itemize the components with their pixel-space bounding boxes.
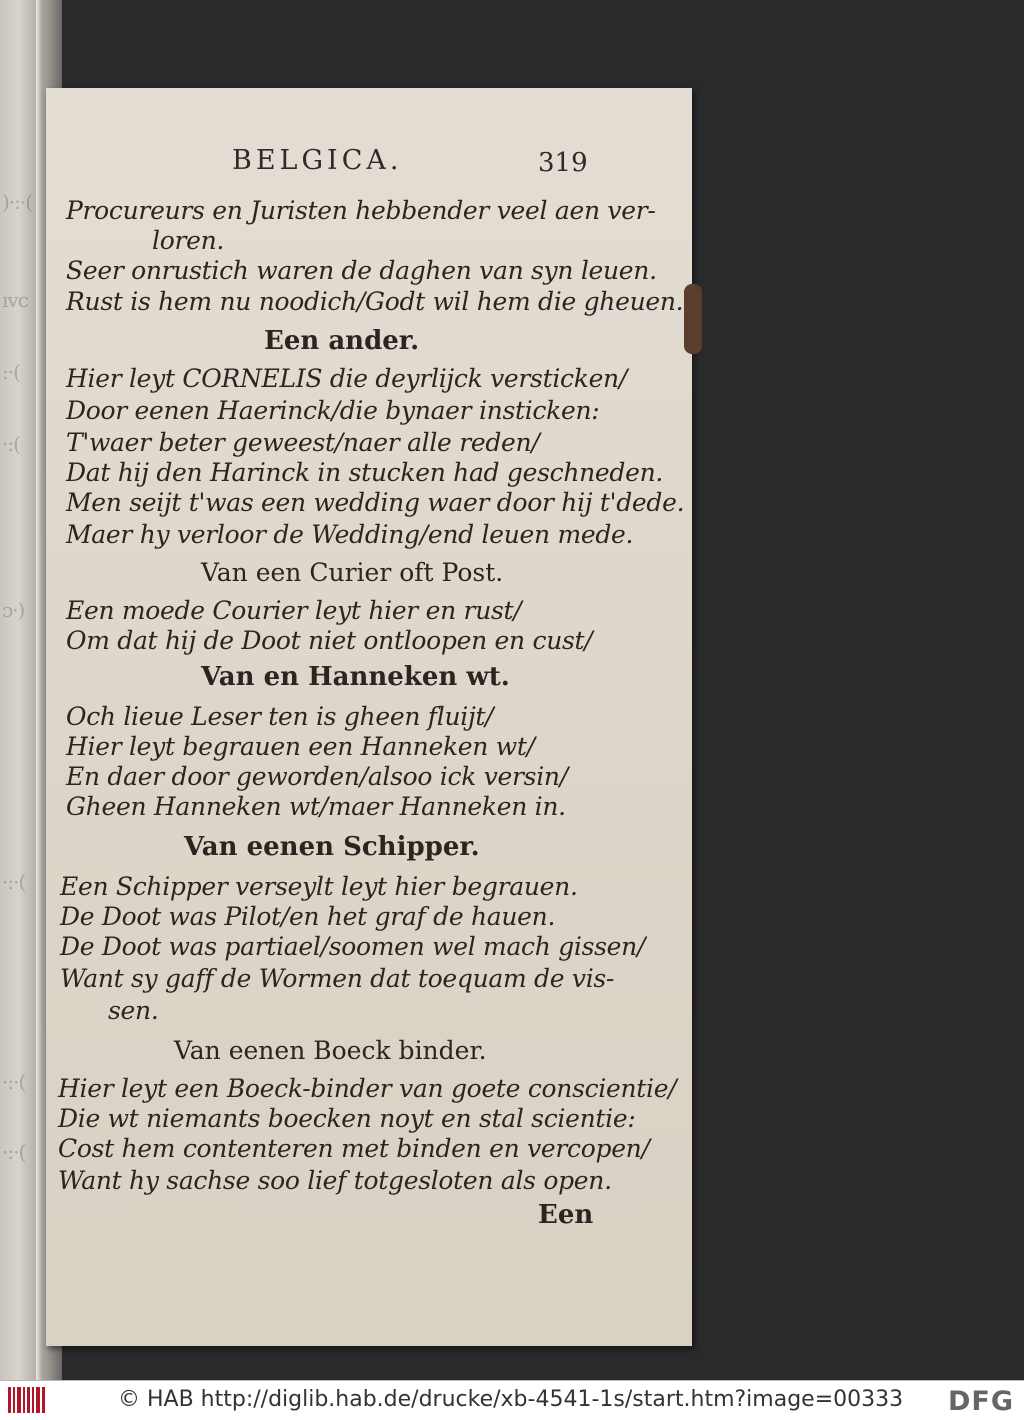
page-stain [684,284,702,354]
verse-line: De Doot was Pilot/en het graf de hauen. [60,902,556,931]
stanza-title: Van een Curier oft Post. [201,558,504,587]
hab-barcode-icon [8,1387,48,1413]
verse-line: Want hy sachse soo lief totgesloten als open. [58,1166,612,1195]
scanned-page [46,88,692,1346]
page-number: 319 [538,148,588,178]
verse-line: Die wt niemants boecken noyt en stal scientie: [58,1104,636,1133]
verse-line: Procureurs en Juristen hebbender veel aen ver- [66,196,656,225]
footer-bar [0,1380,1024,1420]
book-spine [36,0,42,1380]
verse-line: Door eenen Haerinck/die bynaer insticken: [66,396,600,425]
verse-line: Hier leyt een Boeck-binder van goete conscientie/ [58,1074,677,1103]
stanza-title: Van eenen Boeck binder. [174,1036,487,1065]
verse-line: Hier leyt begrauen een Hanneken wt/ [66,732,535,761]
stanza-title: Van eenen Schipper. [184,832,480,862]
verse-line: Seer onrustich waren de daghen van syn leuen. [66,256,657,285]
verse-line: Een Schipper verseylt leyt hier begrauen. [60,872,578,901]
verse-line: Hier leyt CORNELIS die deyrlijck versticken/ [66,364,627,393]
stanza-title: Van en Hanneken wt. [201,662,510,692]
verse-line: Maer hy verloor de Wedding/end leuen mede. [66,520,634,549]
verse-line: De Doot was partiael/soomen wel mach gissen/ [60,932,646,961]
adjacent-page-edge: )·:·( ıvc :·( ·:( ɔ·) ·:·( ·:·( ·:·( [0,0,62,1380]
verse-line: Cost hem contenteren met binden en vercopen/ [58,1134,650,1163]
verse-line: Och lieue Leser ten is gheen fluijt/ [66,702,494,731]
source-link[interactable]: © HAB http://diglib.hab.de/drucke/xb-4541-1s/start.htm?image=00333 [118,1387,904,1412]
stanza-title: Een ander. [264,326,420,356]
verse-line: Een moede Courier leyt hier en rust/ [66,596,522,625]
verse-line: loren. [152,226,225,255]
verse-line: Dat hij den Harinck in stucken had geschneden. [66,458,664,487]
verse-line: Om dat hij de Doot niet ontloopen en cust/ [66,626,593,655]
running-head: BELGICA. [232,145,403,176]
dfg-logo: DFG [947,1386,1014,1417]
verse-line: Rust is hem nu noodich/Godt wil hem die gheuen. [66,287,684,316]
verse-line: Men seijt t'was een wedding waer door hij t'dede. [66,488,685,517]
verse-line: Want sy gaff de Wormen dat toequam de vis- [60,964,615,993]
verse-line: En daer door geworden/alsoo ick versin/ [66,762,568,791]
verse-line: Gheen Hanneken wt/maer Hanneken in. [66,792,566,821]
verse-line: sen. [108,996,159,1025]
verse-line: T'waer beter geweest/naer alle reden/ [66,428,540,457]
catchword: Een [538,1200,594,1230]
